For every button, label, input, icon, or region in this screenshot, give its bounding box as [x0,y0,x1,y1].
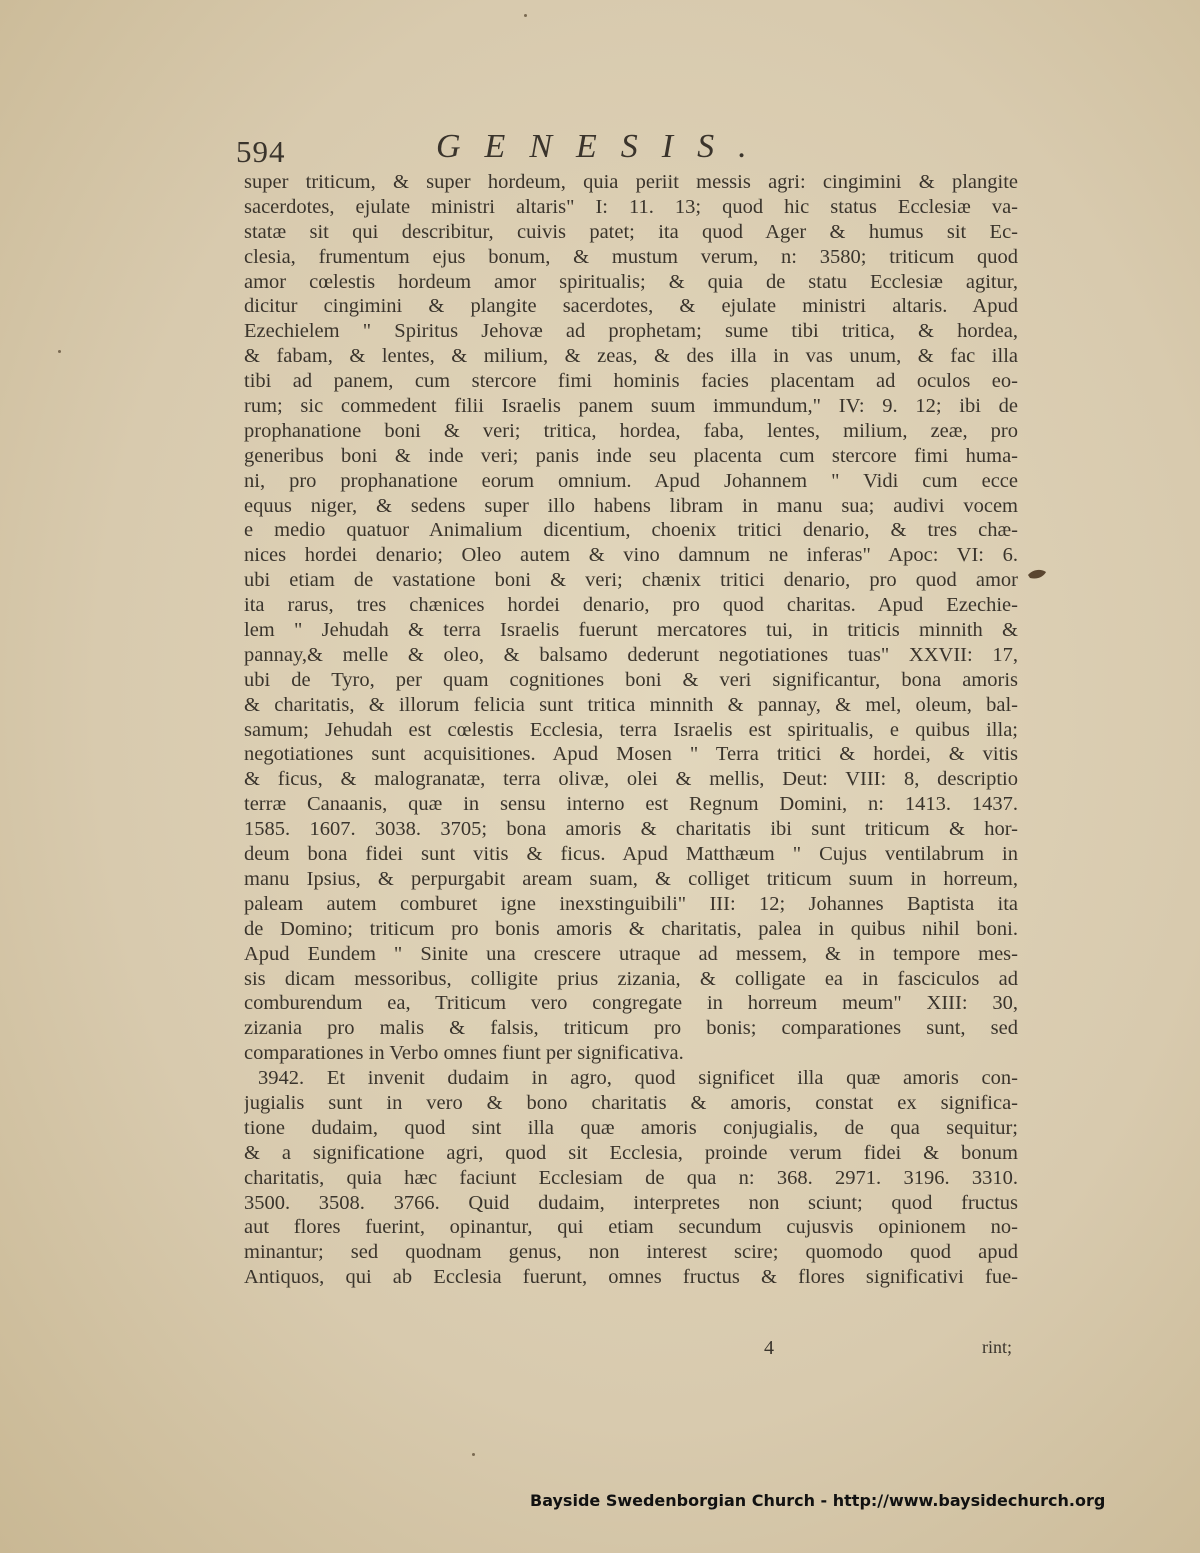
text-line: rum; sic commedent filii Israelis panem suum immundum," IV: 9. 12; ibi de [244,395,1018,418]
text-line: prophanatione boni & veri; tritica, hordea, faba, lentes, milium, zeæ, pro [244,419,1018,442]
text-line: amor cœlestis hordeum amor spiritualis; & quia de statu Ecclesiæ agitur, [244,270,1018,293]
text-line: comburendum ea, Triticum vero congregate in horreum meum" XIII: 30, [244,992,1018,1015]
text-line: zizania pro malis & falsis, triticum pro bonis; comparationes sunt, sed [244,1017,1018,1040]
text-line: negotiationes sunt acquisitiones. Apud Mosen " Terra tritici & hordei, & vitis [244,743,1018,766]
text-line: tibi ad panem, cum stercore fimi hominis facies placentam ad oculos eo- [244,370,1018,393]
text-line: lem " Jehudah & terra Israelis fuerunt mercatores tui, in triticis minnith & [244,619,1018,642]
text-line: 1585. 1607. 3038. 3705; bona amoris & charitatis ibi sunt triticum & hor- [244,818,1018,841]
text-line: ubi etiam de vastatione boni & veri; chænix tritici denario, pro quod amor [244,569,1018,592]
text-line: nices hordei denario; Oleo autem & vino damnum ne inferas" Apoc: VI: 6. [244,544,1018,567]
page-number: 594 [236,134,286,169]
text-line: de Domino; triticum pro bonis amoris & charitatis, palea in quibus nihil boni. [244,917,1018,940]
text-line: comparationes in Verbo omnes fiunt per significativa. [244,1042,684,1065]
text-line: sis dicam messoribus, colligite prius zizania, & colligate ea in fasciculos ad [244,967,1018,990]
text-line: minantur; sed quodnam genus, non interest scire; quomodo quod apud [244,1241,1018,1264]
text-line: 3500. 3508. 3766. Quid dudaim, interpretes non sciunt; quod fructus [244,1191,1018,1214]
text-line: manu Ipsius, & perpurgabit aream suam, & colliget triticum suum in horreum, [244,867,1018,890]
text-line: charitatis, quia hæc faciunt Ecclesiam de qua n: 368. 2971. 3196. 3310. [244,1166,1018,1189]
paper-speck [524,14,527,17]
text-line: Antiquos, qui ab Ecclesia fuerunt, omnes fructus & flores significativi fue- [244,1266,1018,1289]
text-line: ubi de Tyro, per quam cognitiones boni & veri significantur, bona amoris [244,668,1018,691]
text-line: generibus boni & inde veri; panis inde seu placenta cum stercore fimi huma- [244,444,1018,467]
page-header [236,128,1026,172]
text-line: samum; Jehudah est cœlestis Ecclesia, terra Israelis est spiritualis, e quibus illa; [244,718,1018,741]
text-line: terræ Canaanis, quæ in sensu interno est Regnum Domini, n: 1413. 1437. [244,793,1018,816]
text-line: dicitur cingimini & plangite sacerdotes, & ejulate ministri altaris. Apud [244,295,1018,318]
text-line: deum bona fidei sunt vitis & ficus. Apud Matthæum " Cujus ventilabrum in [244,843,1018,866]
text-line: equus niger, & sedens super illo habens libram in manu sua; audivi vocem [244,494,1018,517]
text-line [244,1290,1018,1315]
text-line: Apud Eundem " Sinite una crescere utraque ad messem, & in tempore mes- [244,942,1018,965]
text-line: Ezechielem " Spiritus Jehovæ ad prophetam; sume tibi tritica, & hordea, [244,320,1018,343]
text-line: super triticum, & super hordeum, quia periit messis agri: cingimini & plangite [244,171,1018,193]
text-line: paleam autem comburet igne inexstinguibili" III: 12; Johannes Baptista ita [244,892,1018,915]
body-text [244,170,1018,1315]
text-line: jugialis sunt in vero & bono charitatis & amoris, constat ex significa- [244,1091,1018,1114]
text-line: clesia, frumentum ejus bonum, & mustum verum, n: 3580; triticum quod [244,245,1018,268]
footer-credit: Bayside Swedenborgian Church - http://www.baysidechurch.org [530,1491,1106,1510]
text-line: statæ sit qui describitur, cuivis patet; ita quod Ager & humus sit Ec- [244,220,1018,243]
paragraph-start-line: 3942. Et invenit dudaim in agro, quod significet illa quæ amoris con- [258,1067,1018,1090]
catchword: rint; [982,1337,1012,1357]
ink-blot-mark [1026,566,1048,582]
running-title: GENESIS. [436,128,771,165]
text-line: & a significatione agri, quod sit Ecclesia, proinde verum fidei & bonum [244,1141,1018,1164]
text-line: tione dudaim, quod sint illa quæ amoris conjugialis, de qua sequitur; [244,1116,1018,1139]
paper-speck [472,1453,475,1456]
text-line: & fabam, & lentes, & milium, & zeas, & des illa in vas unum, & fac illa [244,345,1018,368]
signature-mark: 4 [764,1337,774,1359]
text-line: ita rarus, tres chænices hordei denario, pro quod charitas. Apud Ezechie- [244,594,1018,617]
text-line: aut flores fuerint, opinantur, qui etiam secundum cujusvis opinionem no- [244,1216,1018,1239]
text-line: & ficus, & malogranatæ, terra olivæ, olei & mellis, Deut: VIII: 8, descriptio [244,768,1018,791]
paper-speck [58,350,61,353]
text-line: sacerdotes, ejulate ministri altaris" I: 11. 13; quod hic status Ecclesiæ va- [244,195,1018,218]
text-line: e medio quatuor Animalium dicentium, choenix tritici denario, & tres chæ- [244,519,1018,542]
text-line: & charitatis, & illorum felicia sunt tritica minnith & pannay, & mel, oleum, bal- [244,693,1018,716]
text-line: ni, pro prophanatione eorum omnium. Apud Johannem " Vidi cum ecce [244,469,1018,492]
text-line: pannay,& melle & oleo, & balsamo dederunt negotiationes tuas" XXVII: 17, [244,643,1018,666]
